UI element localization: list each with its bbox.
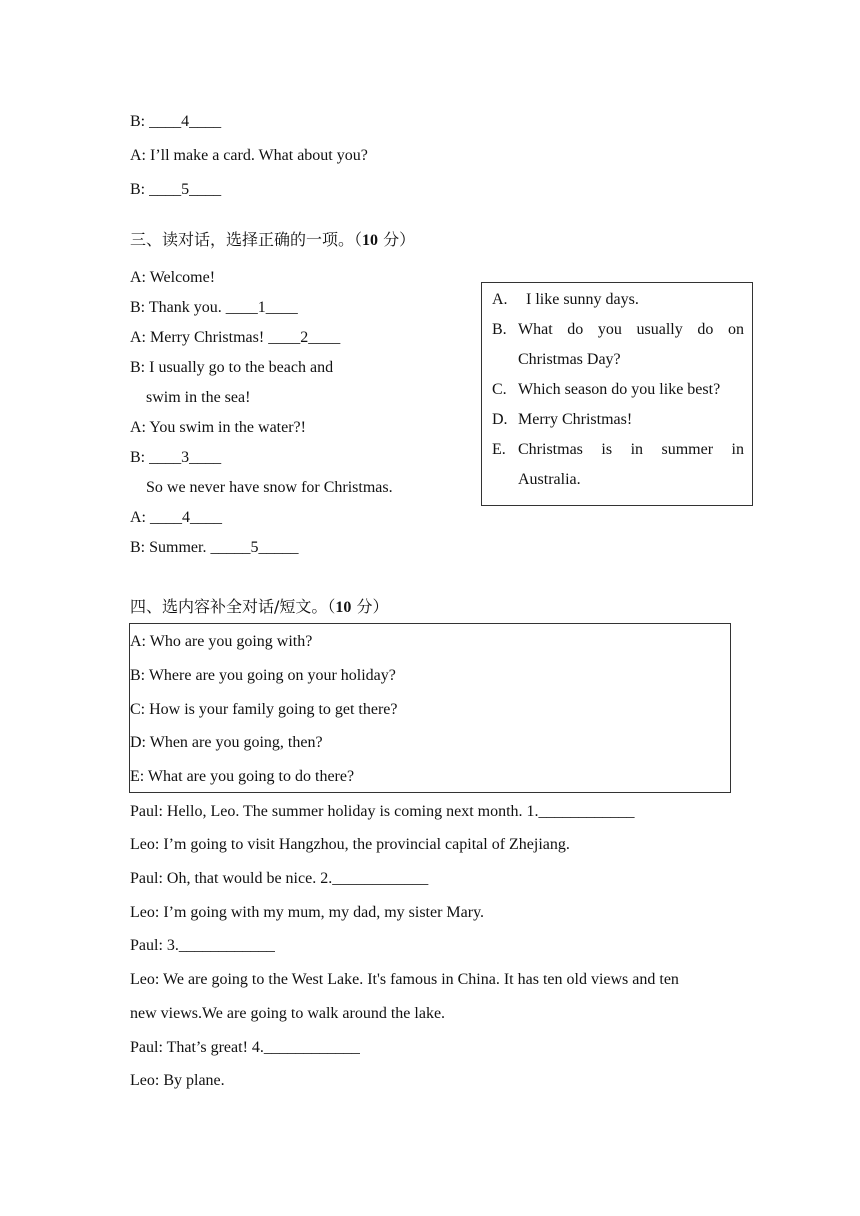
option-line: E: What are you going to do there? <box>130 768 355 785</box>
dialogue-line: A: You swim in the water?! <box>130 419 306 436</box>
dialogue-line: Paul: 3.____________ <box>130 937 275 954</box>
option-a <box>492 285 744 315</box>
option-b <box>492 315 744 375</box>
dialogue-line: B: Summer. _____5_____ <box>130 539 299 556</box>
dialogue-line: Leo: By plane. <box>130 1072 225 1089</box>
dialogue-line: B: ____3____ <box>130 449 222 466</box>
option-line: C: How is your family going to get there? <box>130 701 398 718</box>
option-e <box>492 435 744 495</box>
options-box <box>129 623 731 793</box>
dialogue-line: Leo: I’m going with my mum, my dad, my sister Mary. <box>130 904 485 921</box>
option-text: I like sunny days. <box>518 291 639 308</box>
dialogue-line: Leo: I’m going to visit Hangzhou, the provincial capital of Zhejiang. <box>130 836 570 853</box>
dialogue-line: B: Thank you. ____1____ <box>130 299 298 316</box>
dialogue-line: swim in the sea! <box>130 389 251 406</box>
option-line: D: When are you going, then? <box>130 734 323 751</box>
dialogue-line: Paul: That’s great! 4.____________ <box>130 1039 360 1056</box>
option-d <box>492 405 744 435</box>
section-4-heading: 四、选内容补全对话/短文。（10 分） <box>130 597 389 616</box>
option-letter: A. <box>492 291 508 308</box>
dialogue-line: B: I usually go to the beach and <box>130 359 334 376</box>
dialogue-line: So we never have snow for Christmas. <box>130 479 393 496</box>
option-line: A: Who are you going with? <box>130 633 313 650</box>
option-letter: C. <box>492 381 507 398</box>
dialogue-line: Paul: Oh, that would be nice. 2.____________ <box>130 870 429 887</box>
option-text: Which season do you like best? <box>518 381 721 398</box>
dialogue-line: A: I’ll make a card. What about you? <box>130 147 368 164</box>
option-text: Merry Christmas! <box>518 411 633 428</box>
option-text: Christmas is in summer in Australia. <box>518 441 744 488</box>
options-box <box>481 282 753 506</box>
dialogue-line: A: Merry Christmas! ____2____ <box>130 329 341 346</box>
option-letter: D. <box>492 411 508 428</box>
section-3-heading: 三、读对话，选择正确的一项。（10 分） <box>130 230 416 249</box>
dialogue-line: B: ____4____ <box>130 113 222 130</box>
dialogue-line: Paul: Hello, Leo. The summer holiday is coming next month. 1.____________ <box>130 803 635 820</box>
dialogue-line: A: Welcome! <box>130 269 216 286</box>
dialogue-line: Leo: We are going to the West Lake. It's famous in China. It has ten old views and ten <box>130 971 679 988</box>
option-line: B: Where are you going on your holiday? <box>130 667 396 684</box>
dialogue-line: B: ____5____ <box>130 181 222 198</box>
option-letter: B. <box>492 321 507 338</box>
option-letter: E. <box>492 441 506 458</box>
dialogue-line: new views.We are going to walk around the lake. <box>130 1005 446 1022</box>
option-text: What do you usually do on Christmas Day? <box>518 321 744 368</box>
dialogue-line: A: ____4____ <box>130 509 222 526</box>
option-c <box>492 375 744 405</box>
